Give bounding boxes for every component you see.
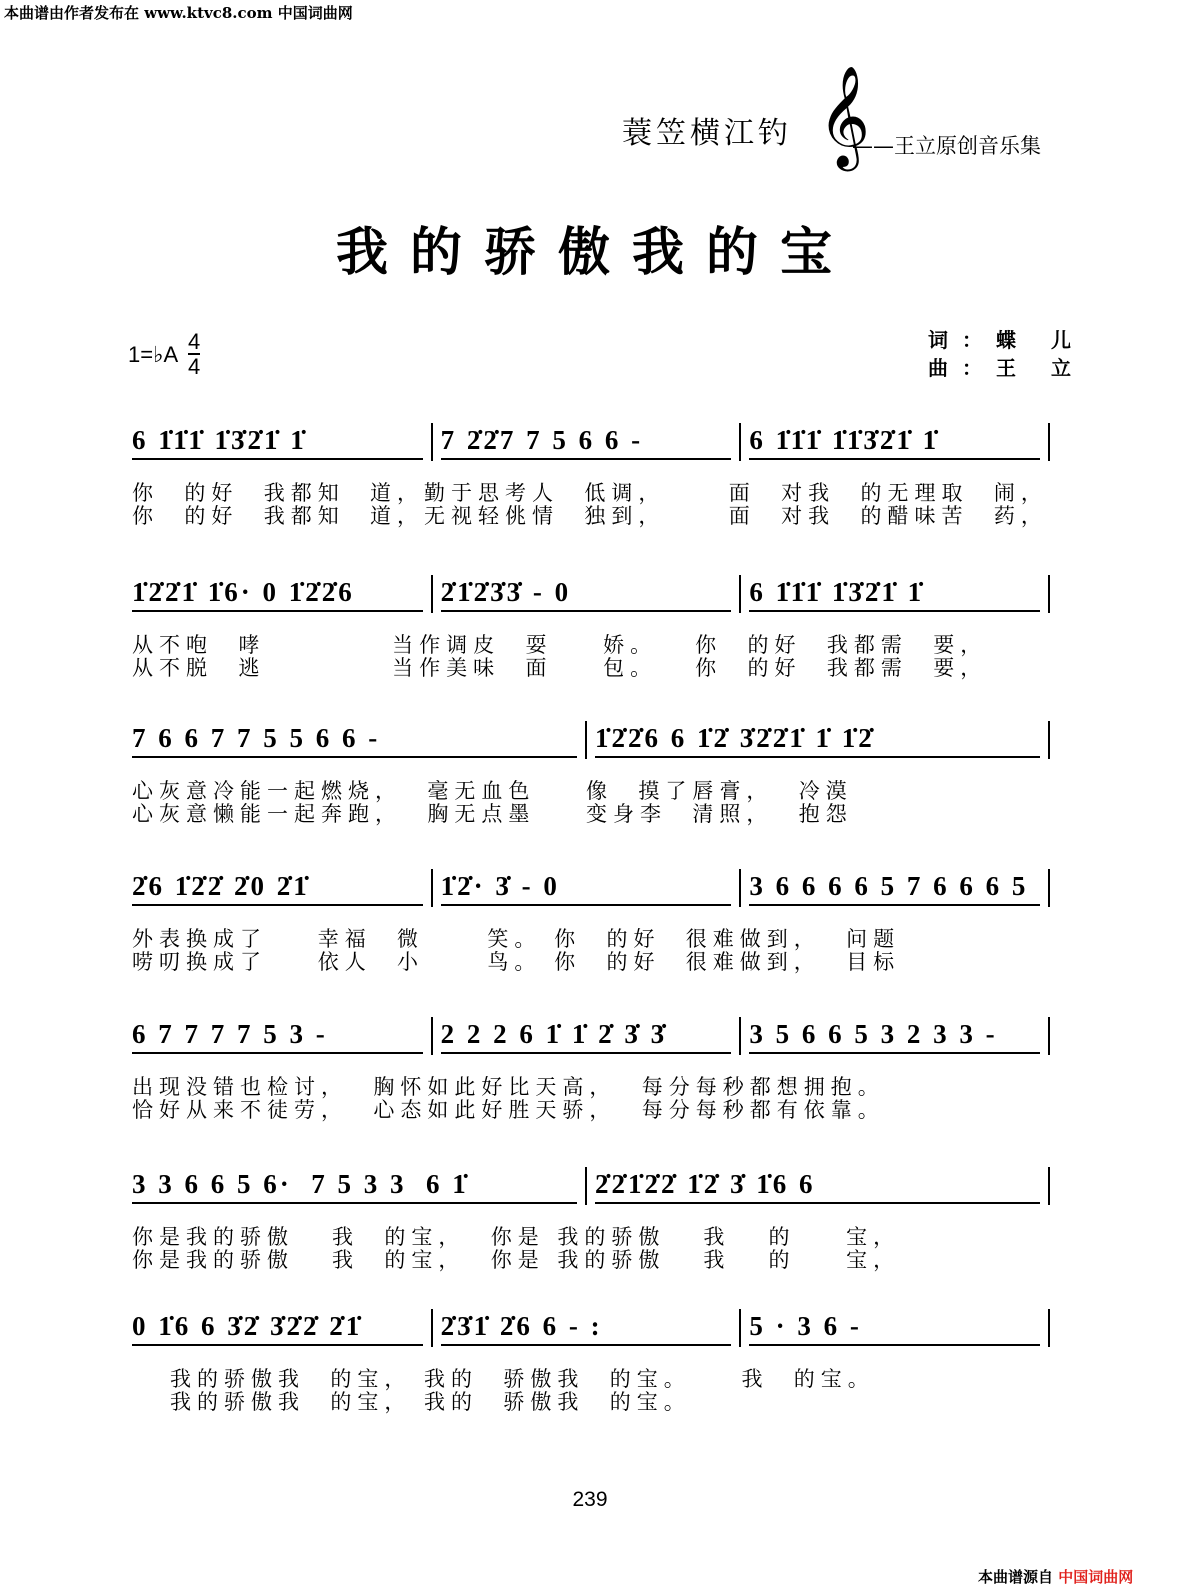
measure: 2̇6 1̇2̇2̇ 2̇0 2̇1̇ bbox=[132, 870, 423, 906]
notes-line bbox=[132, 1306, 1058, 1350]
bar-line bbox=[1048, 721, 1050, 759]
bar-line bbox=[431, 1309, 433, 1347]
bar-line bbox=[431, 1017, 433, 1055]
key-signature: 1=♭A bbox=[128, 342, 179, 367]
song-title: 我的骄傲我的宝 bbox=[335, 222, 854, 283]
notes-line bbox=[132, 718, 1058, 762]
notes-line bbox=[132, 1164, 1058, 1208]
lyrics-verse-1: 外表换成了 幸福 微 笑。 你 的好 很难做到， 问题 bbox=[132, 927, 901, 951]
watermark-site: 中国词曲网 bbox=[1058, 1568, 1134, 1586]
watermark-bottom bbox=[978, 1566, 1133, 1587]
bar-line bbox=[1048, 575, 1050, 613]
bar-line bbox=[585, 1167, 587, 1205]
music-system bbox=[132, 1306, 1058, 1414]
measure: 3 5 6 6 5 3 2 3 3 - bbox=[749, 1018, 1040, 1054]
bar-line bbox=[1048, 1309, 1050, 1347]
lyrics-verse-1: 从不咆 哮 当作调皮 耍 娇。 你 的好 我都需 要， bbox=[132, 633, 988, 657]
bar-line bbox=[431, 869, 433, 907]
music-system bbox=[132, 420, 1058, 528]
bar-line bbox=[739, 1309, 741, 1347]
watermark-prefix: 本曲谱源自 bbox=[978, 1568, 1054, 1586]
lyrics-verse-2: 你是我的骄傲 我 的宝， 你是 我的骄傲 我 的 宝， bbox=[132, 1248, 901, 1272]
bar-line bbox=[1048, 869, 1050, 907]
notes-line bbox=[132, 866, 1058, 910]
meter-bottom: 4 bbox=[188, 354, 201, 379]
music-system bbox=[132, 718, 1058, 826]
lyrics-verse-2: 我的骄傲我 的宝， 我的 骄傲我 的宝。 bbox=[132, 1390, 691, 1414]
music-system bbox=[132, 866, 1058, 974]
measure: 2̇3̇1̇ 2̇6 6 - : bbox=[441, 1310, 732, 1346]
measure: 6 7 7 7 7 5 3 - bbox=[132, 1018, 423, 1054]
measure: 7 6 6 7 7 5 5 6 6 - bbox=[132, 722, 577, 758]
notes-line bbox=[132, 420, 1058, 464]
bar-line bbox=[739, 869, 741, 907]
music-system bbox=[132, 1164, 1058, 1272]
measure: 1̇2̇· 3̇ - 0 bbox=[441, 870, 732, 906]
collection-subtitle: ——王立原创音乐集 bbox=[852, 134, 1041, 158]
measure: 3 3 6 6 5 6· 7 5 3 3 6 1̇ bbox=[132, 1168, 577, 1204]
notes-line bbox=[132, 572, 1058, 616]
measure: 2̇2̇1̇2̇2̇ 1̇2̇ 3̇ 1̇6 6 bbox=[595, 1168, 1040, 1204]
measure: 2 2 2 6 1̇ 1̇ 2̇ 3̇ 3̇ bbox=[441, 1018, 732, 1054]
bar-line bbox=[739, 423, 741, 461]
collection-name: 蓑笠横江钓 bbox=[622, 116, 792, 151]
lyrics-verse-2: 恰好从来不徒劳， 心态如此好胜天骄， 每分每秒都有依靠。 bbox=[132, 1098, 885, 1122]
lyrics-verse-2: 你 的好 我都知 道，无视轻佻情 独到， 面 对我 的醋味苦 药， bbox=[132, 504, 1048, 528]
bar-line bbox=[739, 575, 741, 613]
lyricist: 词：蝶 儿 bbox=[928, 328, 1085, 352]
measure: 1̇2̇2̇6 6 1̇2̇ 3̇2̇2̇1̇ 1̇ 1̇2̇ bbox=[595, 722, 1040, 758]
lyrics-verse-2: 心灰意懒能一起奔跑， 胸无点墨 变身李 清照， 抱怨 bbox=[132, 802, 853, 826]
measure: 6 1̇1̇1̇ 1̇3̇2̇1̇ 1̇ bbox=[132, 424, 423, 460]
bar-line bbox=[1048, 423, 1050, 461]
treble-clef-icon: 𝄞 bbox=[818, 64, 871, 167]
bar-line bbox=[431, 575, 433, 613]
measure: 2̇1̇2̇3̇3̇ - 0 bbox=[441, 576, 732, 612]
bar-line bbox=[1048, 1167, 1050, 1205]
measure: 1̇2̇2̇1̇ 1̇6· 0 1̇2̇2̇6 bbox=[132, 576, 423, 612]
notes-line bbox=[132, 1014, 1058, 1058]
measure: 6 1̇1̇1̇ 1̇1̇3̇2̇1̇ 1̇ bbox=[749, 424, 1040, 460]
measure: 5 · 3 6 - bbox=[749, 1310, 1040, 1346]
lyrics-verse-1: 我的骄傲我 的宝， 我的 骄傲我 的宝。 我 的宝。 bbox=[132, 1367, 875, 1391]
time-signature bbox=[188, 330, 200, 378]
bar-line bbox=[739, 1017, 741, 1055]
lyrics-verse-2: 从不脱 逃 当作美味 面 包。 你 的好 我都需 要， bbox=[132, 656, 988, 680]
lyrics-verse-2: 唠叨换成了 依人 小 鸟。 你 的好 很难做到， 目标 bbox=[132, 950, 901, 974]
lyrics-verse-1: 你是我的骄傲 我 的宝， 你是 我的骄傲 我 的 宝， bbox=[132, 1225, 901, 1249]
lyrics-verse-1: 心灰意冷能一起燃烧， 毫无血色 像 摸了唇膏， 冷漠 bbox=[132, 779, 853, 803]
measure: 0 1̇6 6 3̇2̇ 3̇2̇2̇ 2̇1̇ bbox=[132, 1310, 423, 1346]
page-number: 239 bbox=[572, 1488, 608, 1511]
measure: 3 6 6 6 6 5 7 6 6 6 5 bbox=[749, 870, 1040, 906]
meter-top: 4 bbox=[188, 329, 201, 354]
lyrics-verse-1: 你 的好 我都知 道，勤于思考人 低调， 面 对我 的无理取 闹， bbox=[132, 481, 1048, 505]
credits bbox=[928, 326, 1085, 382]
bar-line bbox=[585, 721, 587, 759]
bar-line bbox=[431, 423, 433, 461]
watermark-top: 本曲谱由作者发布在 www.ktvc8.com 中国词曲网 bbox=[4, 4, 353, 22]
lyrics-verse-1: 出现没错也检讨， 胸怀如此好比天高， 每分每秒都想拥抱。 bbox=[132, 1075, 885, 1099]
measure: 6 1̇1̇1̇ 1̇3̇2̇1̇ 1̇ bbox=[749, 576, 1040, 612]
bar-line bbox=[1048, 1017, 1050, 1055]
composer: 曲：王 立 bbox=[928, 356, 1085, 380]
measure: 7 2̇2̇7 7 5 6 6 - bbox=[441, 424, 732, 460]
music-system bbox=[132, 1014, 1058, 1122]
music-system bbox=[132, 572, 1058, 680]
